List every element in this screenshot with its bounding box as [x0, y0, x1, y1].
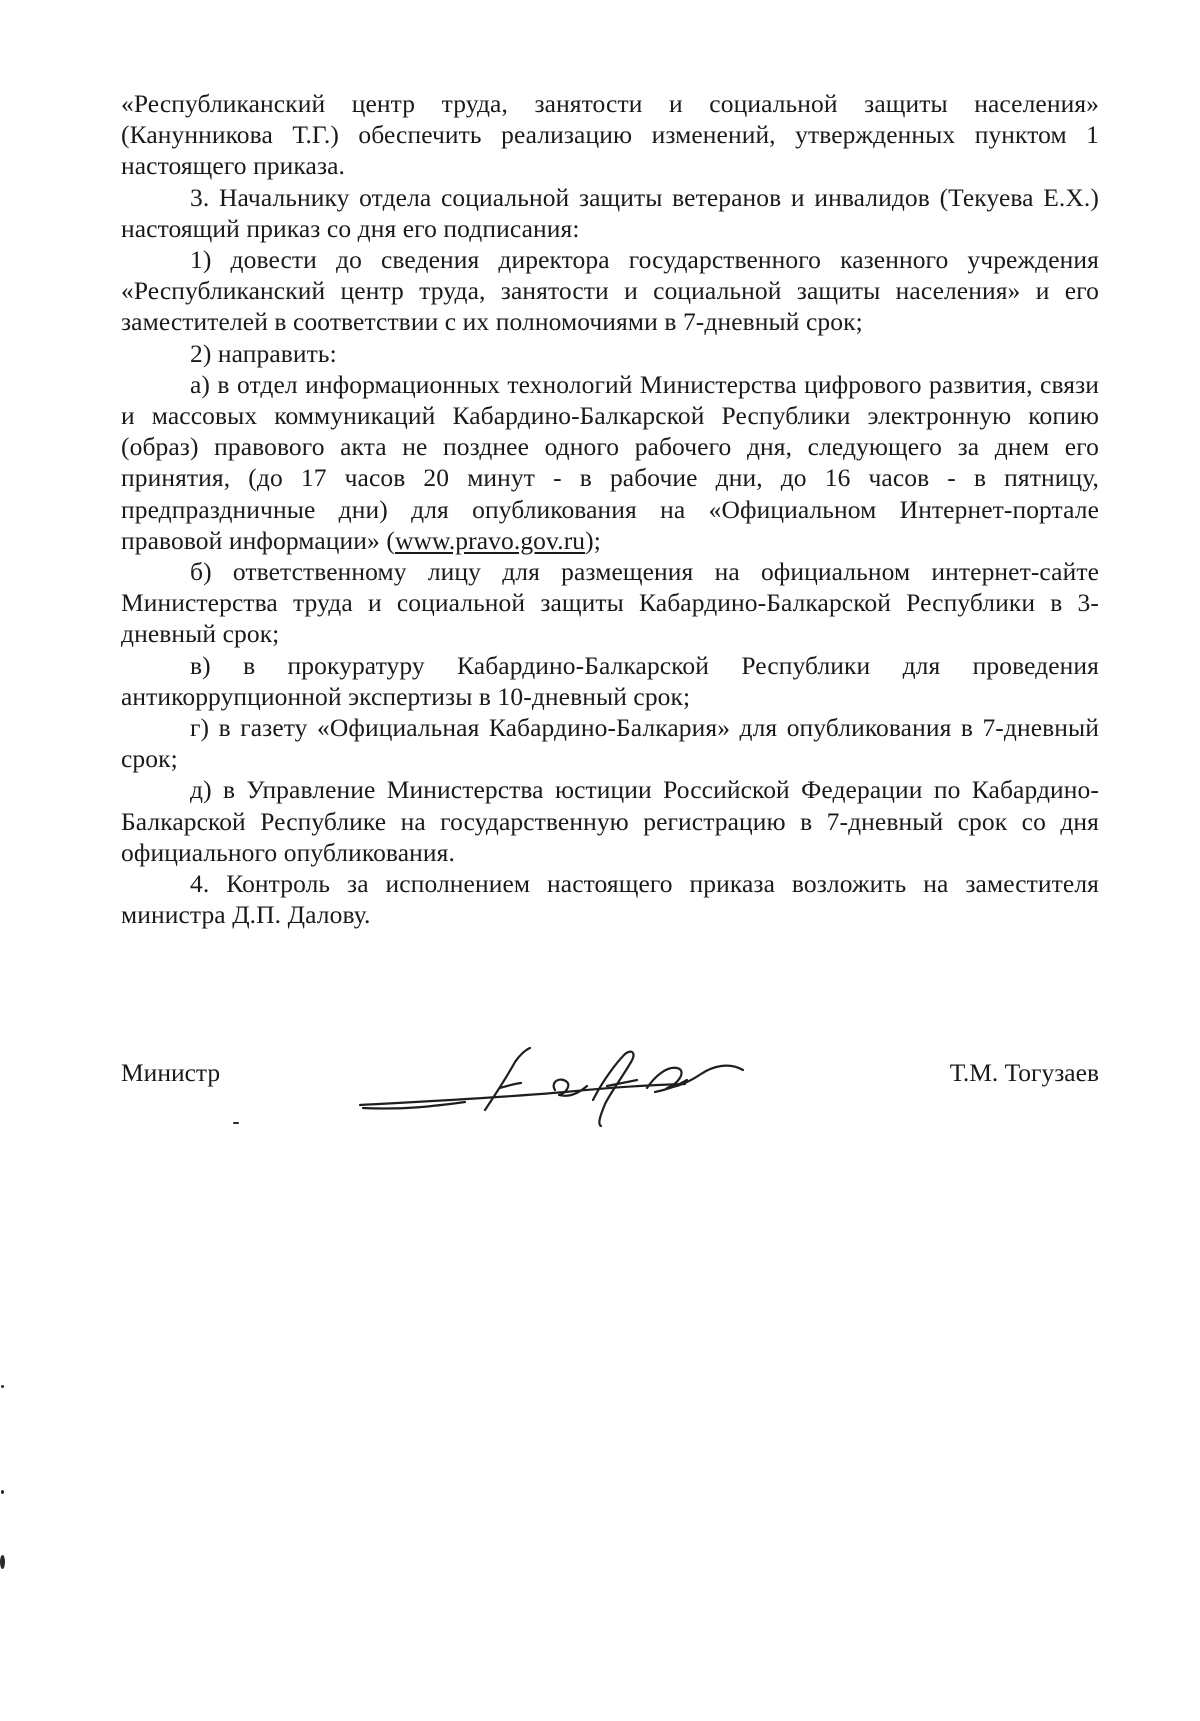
signatory-title: Министр: [121, 1058, 221, 1087]
scan-artifact: [1, 1490, 4, 1494]
paragraph-subitem-2: 2) направить:: [190, 338, 337, 368]
paragraph-item-3: 3. Начальнику отдела социальной защиты ветеранов и инвалидов (Текуева Е.Х.) настоящий приказ со дня его подписания:: [121, 182, 1099, 243]
scan-artifact: [233, 1122, 239, 1124]
paragraph-subitem-b: б) ответственному лицу для размещения на официальном интернет-сайте Министерства труда и социальной защиты Кабардино-Балкарской Республики в 3-дневный срок;: [121, 557, 1099, 649]
scan-artifact: [1, 1385, 4, 1388]
paragraph-subitem-d: д) в Управление Министерства юстиции Российской Федерации по Кабардино-Балкарской Республике на государственную регистрацию в 7-дневный срок со дня официального опубликования.: [121, 775, 1099, 867]
pravo-gov-link[interactable]: www.pravo.gov.ru: [394, 525, 586, 555]
paragraph-continuation: «Республиканский центр труда, занятости и социальной защиты населения» (Канунникова Т.Г.) обеспечить реализацию изменений, утвержденных пунктом 1 настоящего приказа.: [121, 89, 1099, 181]
document-body: [121, 88, 1099, 930]
paragraph-subitem-g: г) в газету «Официальная Кабардино-Балкария» для опубликования в 7-дневный срок;: [121, 713, 1099, 774]
scan-artifact: [0, 1555, 5, 1569]
paragraph-subitem-a: [121, 369, 1099, 556]
signatory-name: Т.М. Тогузаев: [949, 1058, 1099, 1087]
paragraph-item-4: 4. Контроль за исполнением настоящего приказа возложить на заместителя министра Д.П. Далову.: [121, 869, 1099, 930]
paragraph-subitem-v: в) в прокуратуру Кабардино-Балкарской Республики для проведения антикоррупционной экспертизы в 10-дневный срок;: [121, 650, 1099, 711]
handwritten-signature-icon: [355, 1040, 785, 1135]
paragraph-subitem-a-text: а) в отдел информационных технологий Министерства цифрового развития, связи и массовых коммуникаций Кабардино-Балкарской Республики электронную копию (образ) правового акта не позднее одного рабочего дня, следующего за днем его принятия, (до 17 часов 20 минут - в рабочие дни, до 16 часов - в пятницу, предпраздничные дни) для опубликования на «Официальном Интернет-портале правовой информации» (: [121, 369, 1099, 555]
paragraph-subitem-a-tail: );: [585, 525, 601, 555]
paragraph-subitem-1: 1) довести до сведения директора государственного казенного учреждения «Республиканский центр труда, занятости и социальной защиты населения» и его заместителей в соответствии с их полномочиями в 7-дневный срок;: [121, 245, 1099, 337]
